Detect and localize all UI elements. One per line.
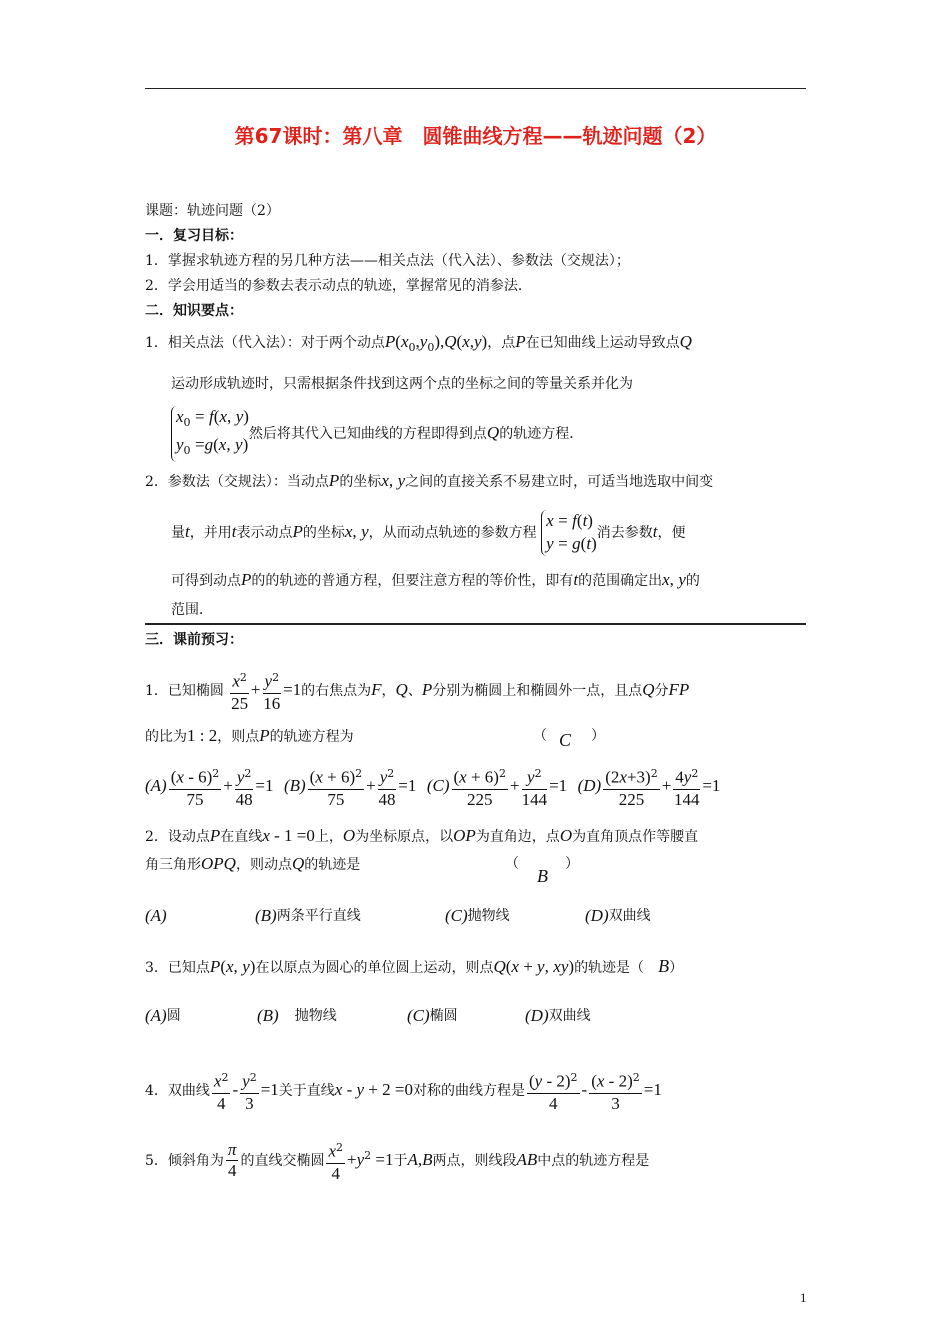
q3-option-d: 双曲线 <box>548 1008 591 1024</box>
q1-line2: 的比为1 : 2，则点P的轨迹方程为 （ C ） <box>145 726 605 750</box>
q2-line2: 角三角形OPQ，则动点Q的轨迹是 （ B ） <box>145 854 579 886</box>
kp2-text-k: 可得到动点 <box>171 573 241 589</box>
q3-text-b: 在以原点为圆心的单位圆上运动，则点 <box>255 960 494 976</box>
q1-text-e: 的比为 <box>145 729 187 745</box>
kp2-text-l: 的的轨迹的普通方程，但要注意方程的等价性，即有 <box>251 573 574 589</box>
kp1-text-line3: 然后将其代入已知曲线的方程即得到点 <box>248 425 487 442</box>
section1-heading: 一．复习目标： <box>145 228 243 244</box>
q2-text-e: 为直角边，点 <box>475 829 560 845</box>
q3-text-c: 的轨迹是（ <box>574 960 645 976</box>
q5-text-c: 于 <box>393 1152 408 1169</box>
kp2-line4: 范围． <box>171 602 213 618</box>
kp1-line3: $x_0 = f(x$, y) $y_0 =g(x$, y) 然后将其代入已知曲线的方程即得到点Q的轨迹方程． <box>171 406 583 462</box>
question-5: 5．倾斜角为 $\frac{\pi}{4}$ 的直线交椭圆 $\frac{x^2}{4}$ $+y^2 =1$于A,B两点，则线段AB中点的轨迹方程是 <box>145 1138 649 1184</box>
section2-heading: 二．知识要点： <box>145 303 243 319</box>
question-4: 4．双曲线 $\frac{x^2}{4}$ - $\frac{y^2}{3}$ =1关于直线x - y + 2 =0对称的曲线方程是 $\frac{(y - 2)^2}{4}$ - $\frac{(x - 2)^2}{3}$ =1 <box>145 1068 662 1114</box>
top-rule <box>145 88 806 89</box>
q5-text-a: 5．倾斜角为 <box>145 1152 224 1169</box>
knowledge-point-1: 1．相关点法（代入法）：对于两个动点$P(x_0,y_0),Q(x,y)$，点P在已知曲线上运动导致点Q <box>145 332 692 354</box>
kp1-text-c: 在已知曲线上运动导致点 <box>525 335 680 351</box>
kp1-text-b: ，点 <box>487 335 516 351</box>
section1-item-2: 2．学会用适当的参数去表示动点的轨迹，掌握常见的消参法． <box>145 278 532 294</box>
kp2-text-a: 2．参数法（交规法）：当动点 <box>145 474 329 490</box>
kp2-line3: 可得到动点P的的轨迹的普通方程，但要注意方程的等价性，即有t的范围确定出x, y的 <box>171 570 700 589</box>
question-2: 2．设动点P在直线x - 1 =0上，O为坐标原点，以OP为直角边，点O为直角顶点作等腰直 <box>145 826 699 845</box>
kp1-formula-points: P <box>384 332 396 351</box>
kp2-line2: 量t，并用t表示动点P的坐标x, y，从而动点轨迹的参数方程 x = f(t) y = g(t) 消去参数t，便 <box>171 510 685 556</box>
q3-option-a: 圆 <box>166 1008 181 1024</box>
q2-text-b: 在直线 <box>220 829 263 845</box>
q2-text-i: 的轨迹是 <box>304 857 361 873</box>
kp2-text-j: ，便 <box>657 525 686 541</box>
page-number: 1 <box>800 1290 807 1305</box>
kp2-text-b: 的坐标 <box>339 474 382 490</box>
section1-item-1: 1．掌握求轨迹方程的另几种方法——相关点法（代入法）、参数法（交规法）； <box>145 253 630 269</box>
kp1-text-line3b: 的轨迹方程． <box>499 425 584 442</box>
page-title: 第67课时：第八章 圆锥曲线方程——轨迹问题（2） <box>234 124 717 148</box>
kp1-text-a: 1．相关点法（代入法）：对于两个动点 <box>145 335 385 351</box>
section3-heading: 三．课前预习： <box>145 632 243 648</box>
q4-text-c: 对称的曲线方程是 <box>412 1082 525 1099</box>
q2-answer: B <box>537 866 548 886</box>
q5-text-b: 的直线交椭圆 <box>240 1152 325 1169</box>
q3-options: (A)圆 (B) 抛物线 (C)椭圆 (D)双曲线 <box>145 1006 591 1025</box>
q3-answer: B <box>658 956 670 976</box>
q2-option-b: 两条平行直线 <box>276 908 361 924</box>
q1-text-g: 的轨迹方程为 <box>269 729 354 745</box>
q5-text-e: 中点的轨迹方程是 <box>537 1152 650 1169</box>
q3-option-c: 椭圆 <box>429 1008 458 1024</box>
q2-options: (A) (B)两条平行直线 (C)抛物线 (D)双曲线 <box>145 906 651 925</box>
q5-text-d: 两点，则线段 <box>432 1152 517 1169</box>
q1-text-f: ，则点 <box>217 729 260 745</box>
kp1-line2: 运动形成轨迹时，只需根据条件找到这两个点的坐标之间的等量关系并化为 <box>171 376 633 392</box>
q1-text-d: 分 <box>654 682 669 699</box>
q2-text-d: 为坐标原点，以 <box>355 829 454 845</box>
q4-text-b: 关于直线 <box>278 1082 335 1099</box>
kp2-text-m: 的范围确定出 <box>578 573 663 589</box>
kp2-text-g: 的坐标 <box>302 525 345 541</box>
knowledge-point-2: 2．参数法（交规法）：当动点P的坐标x, y之间的直接关系不易建立时，可适当地选取中间变 <box>145 471 714 490</box>
kp2-text-h: ，从而动点轨迹的参数方程 <box>368 525 537 541</box>
question-1: 1．已知椭圆 $\frac{x^2}{25}$ + $\frac{y^2}{16}$ =1的右焦点为F，Q、P分别为椭圆上和椭圆外一点，且点Q分FP <box>145 668 689 714</box>
question-3: 3．已知点P(x, y)在以原点为圆心的单位圆上运动，则点Q(x + y, xy)的轨迹是（ B） <box>145 956 684 976</box>
q2-text-h: ，则动点 <box>235 857 292 873</box>
q1-text-c: 分别为椭圆上和椭圆外一点，且点 <box>432 682 643 699</box>
kp2-text-n: 的 <box>685 573 700 589</box>
kp2-param-system: x = f(t) y = g(t) <box>541 510 597 556</box>
q1-answer: C <box>559 730 572 750</box>
q2-option-d: 双曲线 <box>608 908 651 924</box>
section-divider <box>145 623 806 625</box>
q1-options: (A) $\frac{(x - 6)^2}{75}$ + $\frac{y^2}{48}$ =1 (B) $\frac{(x + 6)^2}{75}$ + $\frac{y^2}{48}$ =1 (C) $\frac{(x + 6)^2}{225}$ + $\frac{y^2}{144}$ =1 (D) $\frac{(2x+3)^2}{225}$ + $\frac{4y^2}{144}$ =1 <box>145 764 720 810</box>
kp2-text-e: ，并用 <box>189 525 232 541</box>
kp2-text-c: 之间的直接关系不易建立时，可适当地选取中间变 <box>405 474 714 490</box>
q4-text-a: 4．双曲线 <box>145 1082 210 1099</box>
q1-text-a: 1．已知椭圆 <box>145 682 224 699</box>
q2-option-c: 抛物线 <box>467 908 510 924</box>
q2-option-a: (A) <box>145 906 167 925</box>
lesson-subject: 课题：轨迹问题（2） <box>145 203 280 219</box>
q2-text-g: 角三角形 <box>145 857 201 873</box>
q3-text-a: 3．已知点 <box>145 960 210 976</box>
q2-text-a: 2．设动点 <box>145 829 210 845</box>
kp1-system: $x_0 = f(x$, y) $y_0 =g(x$, y) <box>171 406 249 462</box>
q2-text-c: 上， <box>314 829 343 845</box>
q2-text-f: 为直角顶点作等腰直 <box>572 829 699 845</box>
kp2-text-f: 表示动点 <box>236 525 293 541</box>
kp2-text-i: 消去参数 <box>596 525 653 541</box>
q1-text-b: 的右焦点为 <box>301 682 372 699</box>
q3-option-b: 抛物线 <box>294 1008 337 1024</box>
kp2-text-d: 量 <box>171 525 185 541</box>
